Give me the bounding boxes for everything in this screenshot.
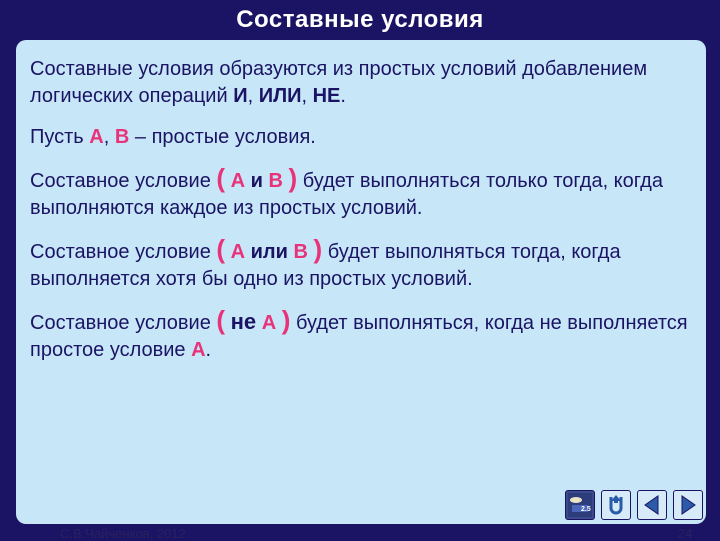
page-number: 24 — [678, 526, 693, 541]
p3-close-paren: ) — [288, 163, 298, 193]
next-slide-button[interactable] — [673, 490, 703, 520]
p5-open-paren: ( — [216, 305, 226, 335]
return-icon — [604, 493, 628, 517]
slide-content — [30, 56, 700, 378]
p4-open-paren: ( — [216, 234, 226, 264]
paragraph-1 — [30, 56, 700, 110]
slide-title: Составные условия — [236, 6, 484, 33]
p3-op: и — [250, 170, 263, 192]
p4-close-paren: ) — [313, 234, 323, 264]
p5-op: не — [230, 309, 257, 334]
p1-sep2: , — [301, 85, 313, 107]
return-button[interactable] — [601, 490, 631, 520]
logo-version: 2.5 — [581, 506, 591, 513]
p3-open-paren: ( — [216, 163, 226, 193]
paragraph-2 — [30, 124, 700, 151]
p3-var-b: B — [268, 170, 283, 192]
op-and: И — [233, 85, 248, 107]
logo-button[interactable] — [565, 490, 595, 520]
p4-var-b: B — [293, 241, 308, 263]
p2-rest: – простые условия. — [129, 126, 316, 148]
p1-end: . — [340, 85, 346, 107]
prev-slide-button[interactable] — [637, 490, 667, 520]
p2-text: Пусть — [30, 126, 90, 148]
p1-text: Составные условия образуются из простых условий добавлением логических операций — [30, 58, 648, 107]
p5-var-a2: A — [191, 339, 206, 361]
prev-icon — [640, 493, 664, 517]
op-not: НЕ — [312, 85, 341, 107]
p5-prefix: Составное условие — [30, 312, 217, 334]
footer-author: С.В.Чайченков, 2012 — [60, 526, 186, 541]
p4-rest: будет выполняться тогда, когда выполняется хотя бы одно из простых условий. — [30, 241, 621, 290]
var-b: B — [114, 126, 130, 148]
p2-sep: , — [103, 126, 115, 148]
p5-var-a: A — [261, 312, 277, 334]
p5-end: . — [205, 339, 212, 361]
p3-var-a: A — [230, 170, 246, 192]
logo-icon — [567, 492, 593, 518]
paragraph-4 — [30, 236, 700, 293]
var-a: A — [89, 126, 104, 148]
op-or: ИЛИ — [258, 85, 302, 107]
p4-op: или — [250, 241, 288, 263]
p5-close-paren: ) — [281, 305, 291, 335]
p3-prefix: Составное условие — [30, 170, 217, 192]
p3-rest: будет выполняться только тогда, когда выполняются каждое из простых условий. — [30, 170, 663, 219]
p5-rest: будет выполняться, когда не выполняется простое условие — [30, 312, 688, 361]
next-icon — [676, 493, 700, 517]
navigation-bar — [565, 490, 703, 522]
paragraph-3 — [30, 165, 700, 222]
p4-var-a: A — [230, 241, 246, 263]
paragraph-5 — [30, 307, 700, 364]
p1-sep1: , — [247, 85, 259, 107]
p4-prefix: Составное условие — [30, 241, 217, 263]
